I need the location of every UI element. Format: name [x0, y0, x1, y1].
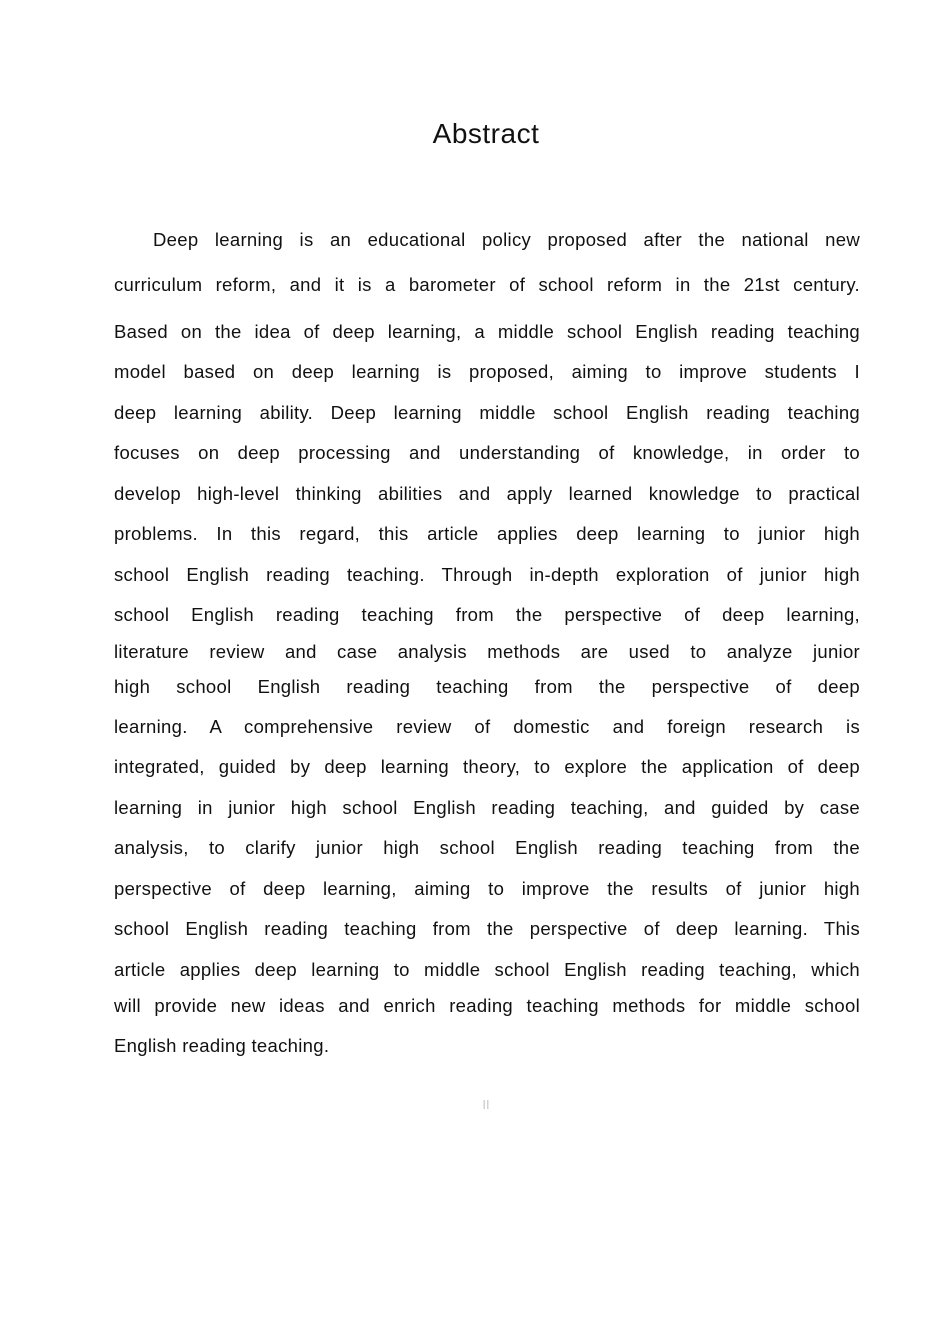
abstract-line: high school English reading teaching from the perspective of deep [114, 676, 860, 697]
abstract-line: literature review and case analysis methods are used to analyze junior [114, 641, 860, 662]
abstract-line: article applies deep learning to middle school English reading teaching, which [114, 959, 860, 980]
abstract-line: curriculum reform, and it is a barometer of school reform in the 21st century. [114, 274, 860, 295]
abstract-line: English reading teaching. [114, 1035, 330, 1056]
abstract-line: will provide new ideas and enrich reading teaching methods for middle school [114, 995, 860, 1016]
abstract-line: deep learning ability. Deep learning middle school English reading teaching [114, 402, 860, 423]
abstract-line: Deep learning is an educational policy proposed after the national new [153, 229, 860, 250]
abstract-line: Based on the idea of deep learning, a middle school English reading teaching [114, 321, 860, 342]
abstract-line: school English reading teaching from the perspective of deep learning, [114, 604, 860, 625]
abstract-line: problems. In this regard, this article applies deep learning to junior high [114, 523, 860, 544]
abstract-line: analysis, to clarify junior high school English reading teaching from the [114, 837, 860, 858]
abstract-title: Abstract [432, 118, 540, 149]
abstract-line: develop high-level thinking abilities and apply learned knowledge to practical [114, 483, 860, 504]
abstract-line: learning. A comprehensive review of domestic and foreign research is [114, 716, 860, 737]
page-number: II [482, 1097, 490, 1112]
abstract-line: integrated, guided by deep learning theory, to explore the application of deep [114, 756, 860, 777]
abstract-line: perspective of deep learning, aiming to improve the results of junior high [114, 878, 860, 899]
abstract-line: learning in junior high school English reading teaching, and guided by case [114, 797, 860, 818]
abstract-line: model based on deep learning is proposed, aiming to improve students I [114, 361, 860, 382]
abstract-line: school English reading teaching from the perspective of deep learning. This [114, 918, 860, 939]
abstract-line: school English reading teaching. Through in-depth exploration of junior high [114, 564, 860, 585]
abstract-line: focuses on deep processing and understanding of knowledge, in order to [114, 442, 860, 463]
